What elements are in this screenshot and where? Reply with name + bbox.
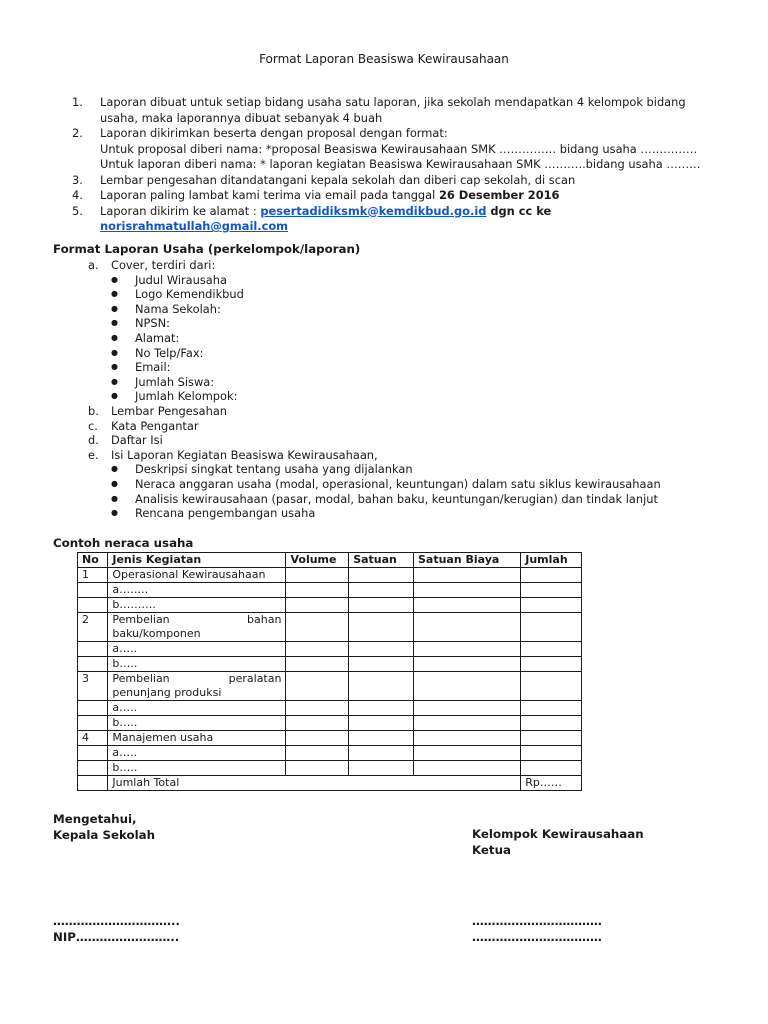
column-header: Satuan [349, 553, 414, 568]
activity-subitem: a…….. [108, 583, 286, 598]
name-line: ………………………….. [53, 914, 180, 928]
rule-number: 1. [72, 95, 83, 109]
list-item-text: Deskripsi singkat tentang usaha yang dijalankan [135, 462, 413, 477]
list-item [88, 302, 708, 317]
list-item [88, 287, 708, 302]
content-items [88, 462, 708, 520]
bullet-icon: ● [111, 376, 118, 386]
list-item-text: Nama Sekolah: [135, 301, 221, 316]
activity-subitem: b….. [108, 657, 286, 672]
list-item [88, 316, 708, 331]
format-item-b [88, 404, 708, 419]
rule-text: Laporan paling lambat kami terima via email pada tanggal [100, 188, 439, 202]
signature-right-lines [472, 914, 602, 945]
email-link-primary[interactable]: pesertadidiksmk@kemdikbud.go.id [260, 203, 487, 218]
bullet-icon: ● [111, 391, 118, 401]
rule-text: Laporan dikirimkan beserta dengan proposal dengan format: [100, 126, 448, 140]
list-item [88, 360, 708, 375]
acknowledged-label: Mengetahui, [53, 812, 137, 826]
activity-word: Pembelian [112, 613, 170, 626]
activity-word: bahan [247, 613, 282, 626]
rule-number: 4. [72, 188, 83, 202]
format-item-a [88, 258, 708, 273]
format-item-d [88, 433, 708, 448]
table-row [78, 746, 582, 761]
rule-text: Lembar pengesahan ditandatangani kepala sekolah dan diberi cap sekolah, di scan [100, 172, 576, 187]
row-number: 1 [78, 568, 108, 583]
list-item [88, 492, 708, 507]
column-header: No [78, 553, 108, 568]
table-row [78, 761, 582, 776]
table-heading: Contoh neraca usaha [53, 536, 194, 550]
activity-name: Operasional Kewirausahaan [108, 568, 286, 583]
document-title: Format Laporan Beasiswa Kewirausahaan [259, 52, 509, 66]
name-line: …………………………… [472, 929, 602, 944]
activity-subitem: b………. [108, 598, 286, 613]
list-item-text: Logo Kemendikbud [135, 287, 244, 302]
item-letter: e. [88, 447, 99, 462]
list-item [88, 462, 708, 477]
rule-item-4 [72, 188, 712, 204]
rules-list [72, 95, 712, 235]
rule-text: Untuk proposal diberi nama: *proposal Beasiswa Kewirausahaan SMK …………… bidang usaha …………… [100, 141, 698, 156]
column-header: Volume [286, 553, 349, 568]
bullet-icon: ● [111, 508, 118, 518]
rule-text-cc: dgn cc ke [486, 203, 552, 218]
rule-number: 2. [72, 126, 83, 140]
column-header: Jumlah [521, 553, 582, 568]
list-item-text: Jumlah Kelompok: [135, 389, 238, 404]
item-label: Kata Pengantar [111, 418, 199, 433]
bullet-icon: ● [111, 274, 118, 284]
bullet-icon: ● [111, 303, 118, 313]
activity-subitem: a….. [108, 642, 286, 657]
table-row [78, 716, 582, 731]
table-row [78, 568, 582, 583]
bullet-icon: ● [111, 332, 118, 342]
activity-subitem: b….. [108, 761, 286, 776]
principal-title: Kepala Sekolah [53, 827, 155, 842]
list-item [88, 389, 708, 404]
signature-left [53, 812, 155, 843]
activity-name [108, 613, 286, 642]
list-item-text: Judul Wirausaha [135, 272, 227, 287]
bullet-icon: ● [111, 289, 118, 299]
bullet-icon: ● [111, 464, 118, 474]
item-label: Lembar Pengesahan [111, 403, 228, 418]
activity-name [108, 672, 286, 701]
list-item [88, 506, 708, 521]
rule-item-1 [72, 95, 712, 126]
activity-subitem: a….. [108, 746, 286, 761]
list-item-text: Alamat: [135, 330, 180, 345]
format-heading: Format Laporan Usaha (perkelompok/laporan) [53, 242, 361, 256]
activity-name: Manajemen usaha [108, 731, 286, 746]
bullet-icon: ● [111, 478, 118, 488]
rule-item-2 [72, 126, 712, 173]
column-header: Jenis Kegiatan [108, 553, 286, 568]
activity-word: Pembelian [112, 672, 170, 685]
list-item [88, 331, 708, 346]
format-list [88, 258, 708, 521]
table-row [78, 731, 582, 746]
item-label: Isi Laporan Kegiatan Beasiswa Kewirausahaan, [111, 447, 378, 462]
signature-right [472, 827, 644, 858]
activity-word: peralatan [228, 672, 282, 685]
list-item-text: Jumlah Siswa: [135, 374, 215, 389]
table-row [78, 642, 582, 657]
table-header-row [78, 553, 582, 568]
list-item [88, 273, 708, 288]
rule-text: Laporan dibuat untuk setiap bidang usaha satu laporan, jika sekolah mendapatkan 4 kelompok bidang [100, 95, 686, 109]
list-item-text: Analisis kewirausahaan (pasar, modal, bahan baku, keuntungan/kerugian) dan tindak lanjut [135, 491, 658, 506]
table-row [78, 613, 582, 642]
table-row [78, 672, 582, 701]
item-letter: a. [88, 258, 99, 272]
cover-items [88, 273, 708, 404]
budget-table [77, 552, 582, 791]
item-label: Daftar Isi [111, 433, 163, 448]
table-total-row [78, 776, 582, 791]
bullet-icon: ● [111, 493, 118, 503]
table-row [78, 598, 582, 613]
email-link-cc[interactable]: norisrahmatullah@gmail.com [100, 219, 289, 233]
name-line: …………………………… [472, 914, 602, 928]
deadline-date: 26 Desember 2016 [438, 188, 560, 202]
list-item [88, 346, 708, 361]
row-number: 2 [78, 613, 108, 642]
total-label: Jumlah Total [108, 776, 521, 791]
table-row [78, 657, 582, 672]
rule-text: usaha, maka laporannya dibuat sebanyak 4 buah [100, 110, 383, 125]
rule-item-5 [72, 204, 712, 235]
rule-text: Laporan dikirim ke alamat : [100, 203, 261, 218]
list-item-text: No Telp/Fax: [135, 345, 204, 360]
activity-line: penunjang produksi [112, 686, 222, 699]
signature-left-lines [53, 914, 180, 945]
leader-title: Ketua [472, 842, 511, 857]
row-number: 4 [78, 731, 108, 746]
bullet-icon: ● [111, 347, 118, 357]
list-item-text: NPSN: [135, 316, 170, 331]
format-item-e [88, 448, 708, 463]
column-header: Satuan Biaya [413, 553, 520, 568]
activity-subitem: a….. [108, 701, 286, 716]
total-value: Rp…… [521, 776, 582, 791]
activity-subitem: b….. [108, 716, 286, 731]
row-number: 3 [78, 672, 108, 701]
list-item-text: Email: [135, 360, 171, 375]
rule-text: Untuk laporan diberi nama: * laporan kegiatan Beasiswa Kewirausahaan SMK ………..bidang usaha ……… [100, 157, 701, 171]
list-item [88, 477, 708, 492]
item-label: Cover, terdiri dari: [111, 258, 216, 272]
bullet-icon: ● [111, 318, 118, 328]
activity-line: baku/komponen [112, 627, 201, 640]
format-item-c [88, 419, 708, 434]
group-title: Kelompok Kewirausahaan [472, 827, 644, 841]
rule-number: 5. [72, 203, 83, 218]
item-letter: c. [88, 418, 98, 433]
list-item-text: Rencana pengembangan usaha [135, 506, 316, 521]
rule-item-3 [72, 173, 712, 189]
table-row [78, 583, 582, 598]
item-letter: b. [88, 403, 99, 418]
list-item-text: Neraca anggaran usaha (modal, operasional, keuntungan) dalam satu siklus kewirausahaan [135, 476, 661, 491]
item-letter: d. [88, 433, 99, 448]
list-item [88, 375, 708, 390]
bullet-icon: ● [111, 362, 118, 372]
table-row [78, 701, 582, 716]
rule-number: 3. [72, 172, 83, 187]
nip-line: NIP…………………….. [53, 929, 180, 944]
